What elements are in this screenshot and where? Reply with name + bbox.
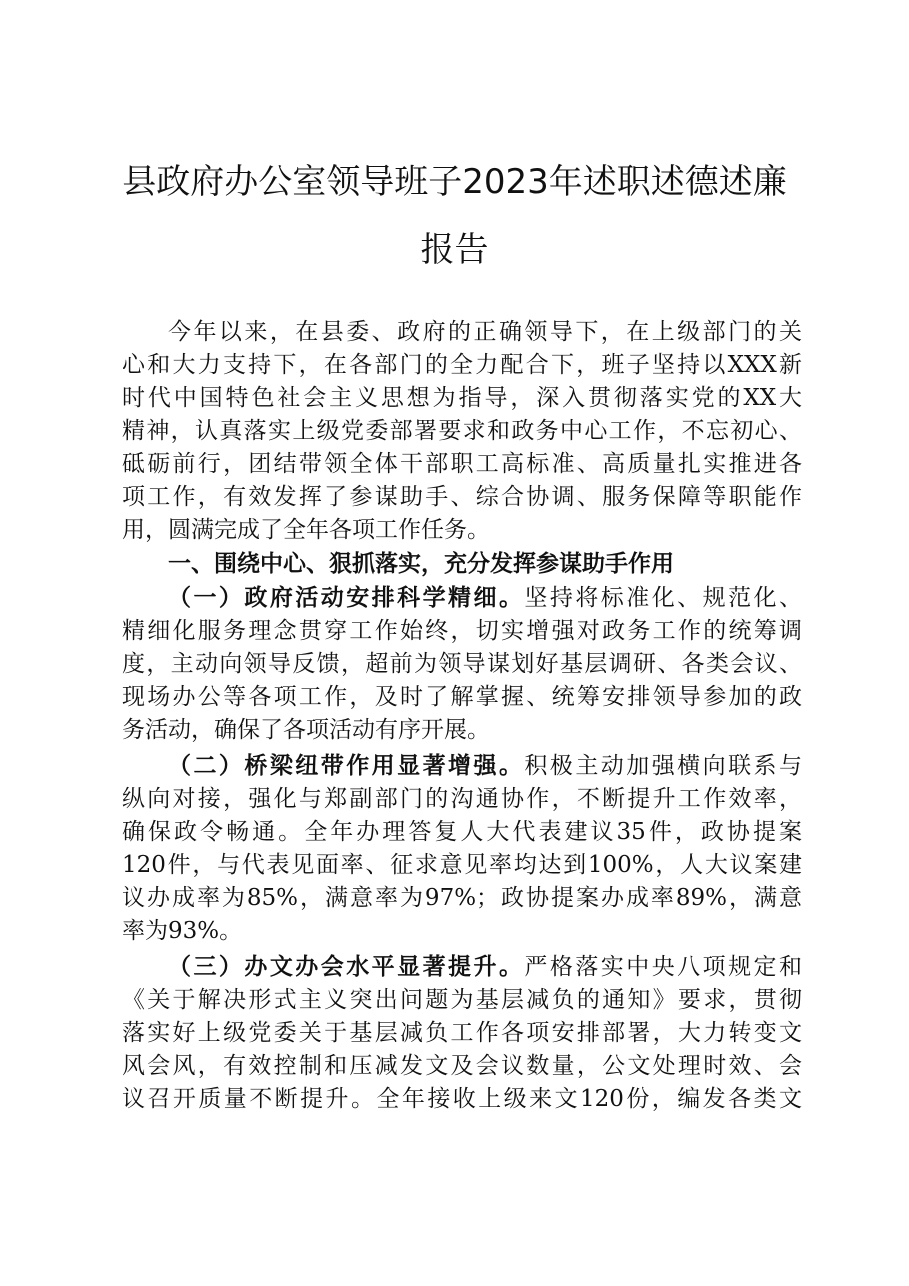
subsection-label: （三）办文办会水平显著提升。 xyxy=(168,954,525,980)
subsection-text: 积极主动加强横向联系与 xyxy=(524,753,803,779)
body-line: 务活动，确保了各项活动有序开展。 xyxy=(122,717,490,743)
subsection-first-line xyxy=(168,951,802,984)
body-line: 落实好上级党委关于基层减负工作各项安排部署，大力转变文 xyxy=(122,1020,802,1046)
intro-line: 砥砺前行，团结带领全体干部职工高标准、高质量扎实推进各 xyxy=(122,451,802,477)
body-line: 风会风，有效控制和压减发文及会议数量，公文处理时效、会 xyxy=(122,1053,802,1079)
body-line: 议召开质量不断提升。全年接收上级来文120份，编发各类文 xyxy=(122,1086,802,1112)
body-line: 现场办公等各项工作，及时了解掌握、统筹安排领导参加的政 xyxy=(122,684,802,710)
subsection-label: （一）政府活动安排科学精细。 xyxy=(168,585,525,611)
body-line: 精细化服务理念贯穿工作始终，切实增强对政务工作的统筹调 xyxy=(122,618,802,644)
body-line: 议办成率为85%，满意率为97%；政协提案办成率89%，满意 xyxy=(122,885,802,911)
body-line: 纵向对接，强化与郑副部门的沟通协作，不断提升工作效率， xyxy=(122,786,802,812)
subsection-first-line xyxy=(168,582,802,615)
body-line: 率为93%。 xyxy=(122,918,243,944)
document-title-line-1: 县政府办公室领导班子2023年述职述德述廉 xyxy=(122,162,787,202)
subsection-text: 坚持将标准化、规范化、 xyxy=(524,585,803,611)
body-line: 度，主动向领导反馈，超前为领导谋划好基层调研、各类会议、 xyxy=(122,651,802,677)
body-line: 《关于解决形式主义突出问题为基层减负的通知》要求，贯彻 xyxy=(122,987,802,1013)
subsection-text: 严格落实中央八项规定和 xyxy=(524,954,803,980)
intro-line: 项工作，有效发挥了参谋助手、综合协调、服务保障等职能作 xyxy=(122,484,802,510)
subsection-label: （二）桥梁纽带作用显著增强。 xyxy=(168,753,525,779)
intro-line: 用，圆满完成了全年各项工作任务。 xyxy=(122,517,490,543)
body-line: 确保政令畅通。全年办理答复人大代表建议35件，政协提案 xyxy=(122,819,802,845)
intro-line: 今年以来，在县委、政府的正确领导下，在上级部门的关 xyxy=(168,319,802,345)
intro-line: 精神，认真落实上级党委部署要求和政务中心工作，不忘初心、 xyxy=(122,418,802,444)
intro-line: 心和大力支持下，在各部门的全力配合下，班子坚持以XXX新 xyxy=(122,352,802,378)
section-heading: 一、围绕中心、狠抓落实，充分发挥参谋助手作用 xyxy=(168,551,674,577)
subsection-first-line xyxy=(168,750,802,783)
document-title-line-2: 报告 xyxy=(420,230,489,270)
intro-line: 时代中国特色社会主义思想为指导，深入贯彻落实党的XX大 xyxy=(122,385,802,411)
body-line: 120件，与代表见面率、征求意见率均达到100%，人大议案建 xyxy=(122,852,802,878)
